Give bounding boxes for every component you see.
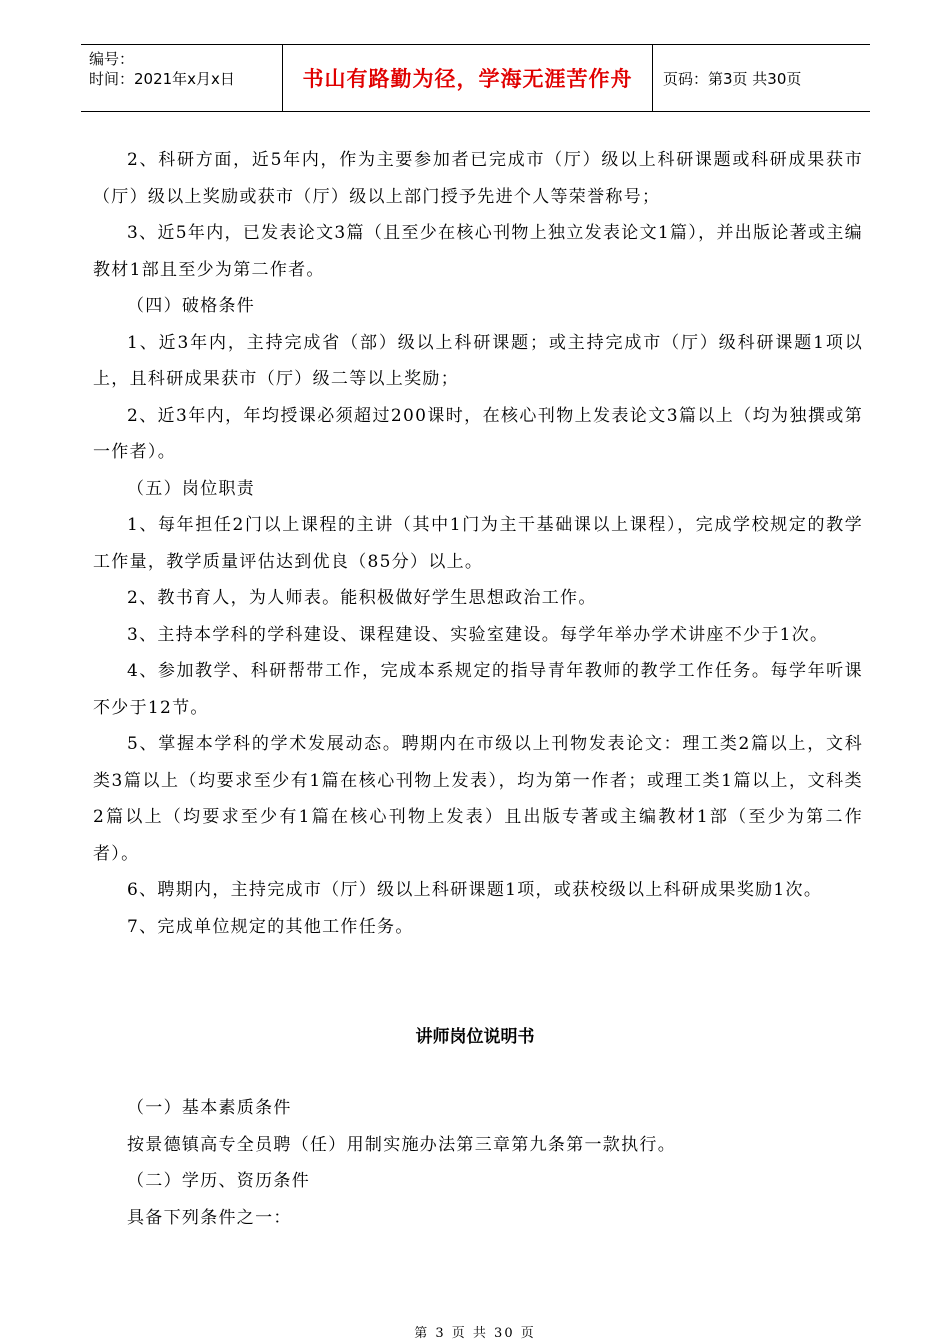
paragraph: 6、聘期内，主持完成市（厅）级以上科研课题1项，或获校级以上科研成果奖励1次。 <box>127 880 823 900</box>
section-body <box>93 1090 863 1236</box>
paragraph: 1、每年担任2门以上课程的主讲（其中1门为主干基础课以上课程），完成学校规定的教学工作量，教学质量评估达到优良（85分）以上。 <box>93 515 863 572</box>
subheading: （一）基本素质条件 <box>127 1098 292 1118</box>
body-text <box>93 142 863 945</box>
subheading: （二）学历、资历条件 <box>127 1171 310 1191</box>
paragraph: 3、主持本学科的学科建设、课程建设、实验室建设。每学年举办学术讲座不少于1次。 <box>127 624 829 645</box>
paragraph: 按景德镇高专全员聘（任）用制实施办法第三章第九条第一款执行。 <box>127 1134 676 1155</box>
paragraph: 1、近3年内，主持完成省（部）级以上科研课题；或主持完成市（厅）级科研课题1项以上，且科研成果获市（厅）级二等以上奖励； <box>93 332 863 389</box>
header-motto: 书山有路勤为径，学海无涯苦作舟 <box>283 45 653 111</box>
paragraph: 5、掌握本学科的学术发展动态。聘期内在市级以上刊物发表论文：理工类2篇以上，文科类3篇以上（均要求至少有1篇在核心刊物上发表），均为第一作者；或理工类1篇以上，文科类2篇以上（均要求至少有1篇在核心刊物上发表）且出版专著或主编教材1部（至少为第二作者）。 <box>93 734 863 864</box>
header-page-number: 页码：第3页 共30页 <box>663 69 802 88</box>
paragraph: 2、近3年内，年均授课必须超过200课时，在核心刊物上发表论文3篇以上（均为独撰或第一作者）。 <box>93 405 863 462</box>
subheading: （四）破格条件 <box>127 296 256 316</box>
paragraph: 具备下列条件之一： <box>127 1207 292 1228</box>
section-title: 讲师岗位说明书 <box>415 1027 535 1047</box>
paragraph: 2、科研方面，近5年内，作为主要参加者已完成市（厅）级以上科研课题或科研成果获市（厅）级以上奖励或获市（厅）级以上部门授予先进个人等荣誉称号； <box>93 150 863 207</box>
subheading: （五）岗位职责 <box>127 478 256 499</box>
page-header <box>81 44 870 112</box>
header-meta <box>81 45 283 111</box>
document-time-label: 时间：2021年x月x日 <box>89 70 235 88</box>
paragraph: 7、完成单位规定的其他工作任务。 <box>127 916 414 937</box>
document-number-label: 编号： <box>89 50 135 68</box>
paragraph: 3、近5年内，已发表论文3篇（且至少在核心刊物上独立发表论文1篇），并出版论著或主编教材1部且至少为第二作者。 <box>93 223 863 280</box>
paragraph: 4、参加教学、科研帮带工作，完成本系规定的指导青年教师的教学工作任务。每学年听课不少于12节。 <box>93 661 863 718</box>
paragraph: 2、教书育人，为人师表。能积极做好学生思想政治工作。 <box>127 588 597 608</box>
page-footer: 第 3 页 共 30 页 <box>414 1326 536 1341</box>
